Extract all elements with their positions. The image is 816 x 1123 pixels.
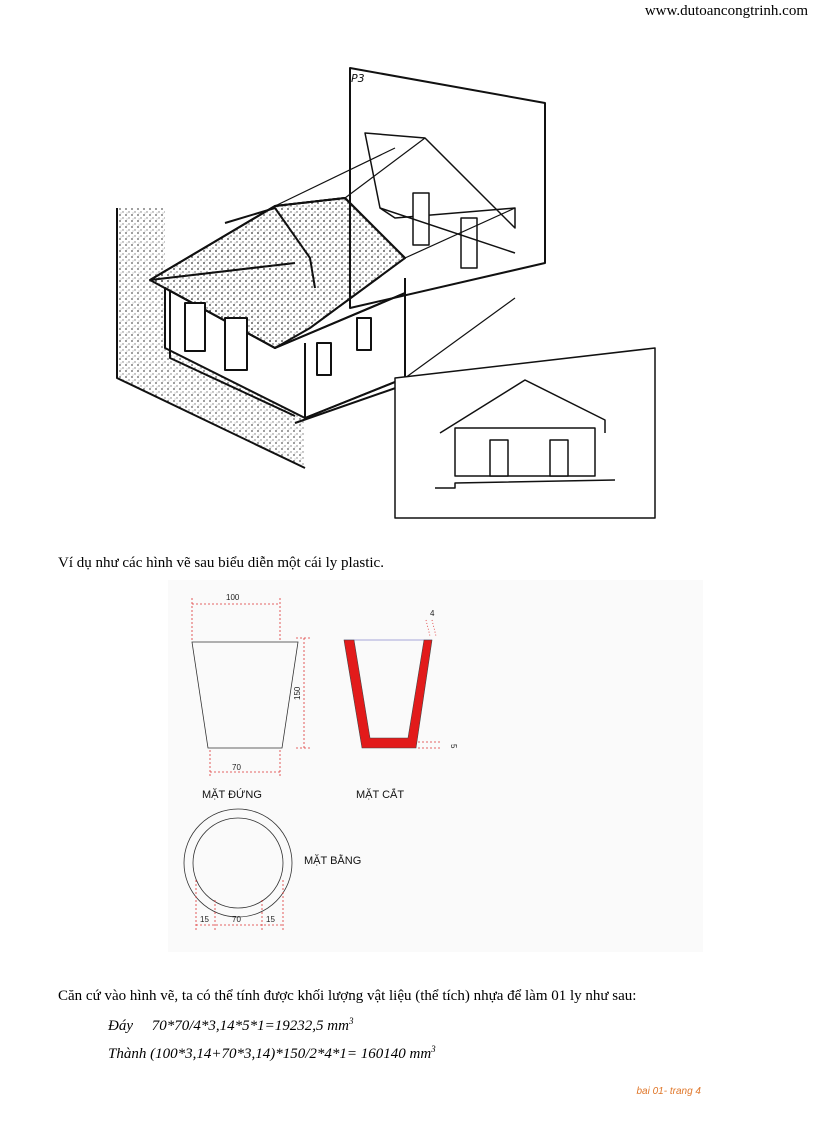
calc-line1-exp: 3 — [348, 1016, 354, 1026]
plan-dim-mid: 70 — [232, 915, 241, 924]
house-projection-figure — [95, 58, 665, 523]
dim-bottom: 70 — [232, 763, 241, 772]
cup-drawings-figure — [168, 580, 703, 952]
calc-line2-formula: Thành (100*3,14+70*3,14)*150/2*4*1= 160140 mm — [108, 1046, 432, 1062]
plane-label: P3 — [351, 72, 365, 85]
calc-line2-exp: 3 — [431, 1044, 436, 1054]
calc-line1-label: Đáy — [108, 1018, 133, 1034]
header-url: www.dutoancongtrinh.com — [644, 3, 808, 19]
plan-dim-left: 15 — [200, 915, 209, 924]
dim-height: 150 — [293, 686, 302, 700]
calc-line1-formula: 70*70/4*3,14*5*1=19232,5 mm — [151, 1018, 349, 1034]
calc-line-base — [108, 1016, 353, 1035]
page-footer: bai 01- trang 4 — [636, 1086, 701, 1097]
plan-dim-right: 15 — [266, 915, 275, 924]
dim-base: 5 — [449, 744, 458, 749]
dim-top: 100 — [226, 593, 240, 602]
section-wall — [344, 640, 432, 748]
label-plan: MẶT BẰNG — [304, 855, 362, 867]
calc-intro: Căn cứ vào hình vẽ, ta có thể tính được khối lượng vật liệu (thể tích) nhựa để làm 01 ly như sau: — [58, 988, 637, 1004]
label-elevation: MẶT ĐỨNG — [202, 789, 262, 801]
intro-text: Ví dụ như các hình vẽ sau biểu diễn một cái ly plastic. — [58, 555, 384, 571]
dim-thickness: 4 — [430, 609, 435, 618]
label-section: MẶT CẮT — [356, 789, 405, 801]
calc-line-wall — [108, 1044, 436, 1063]
